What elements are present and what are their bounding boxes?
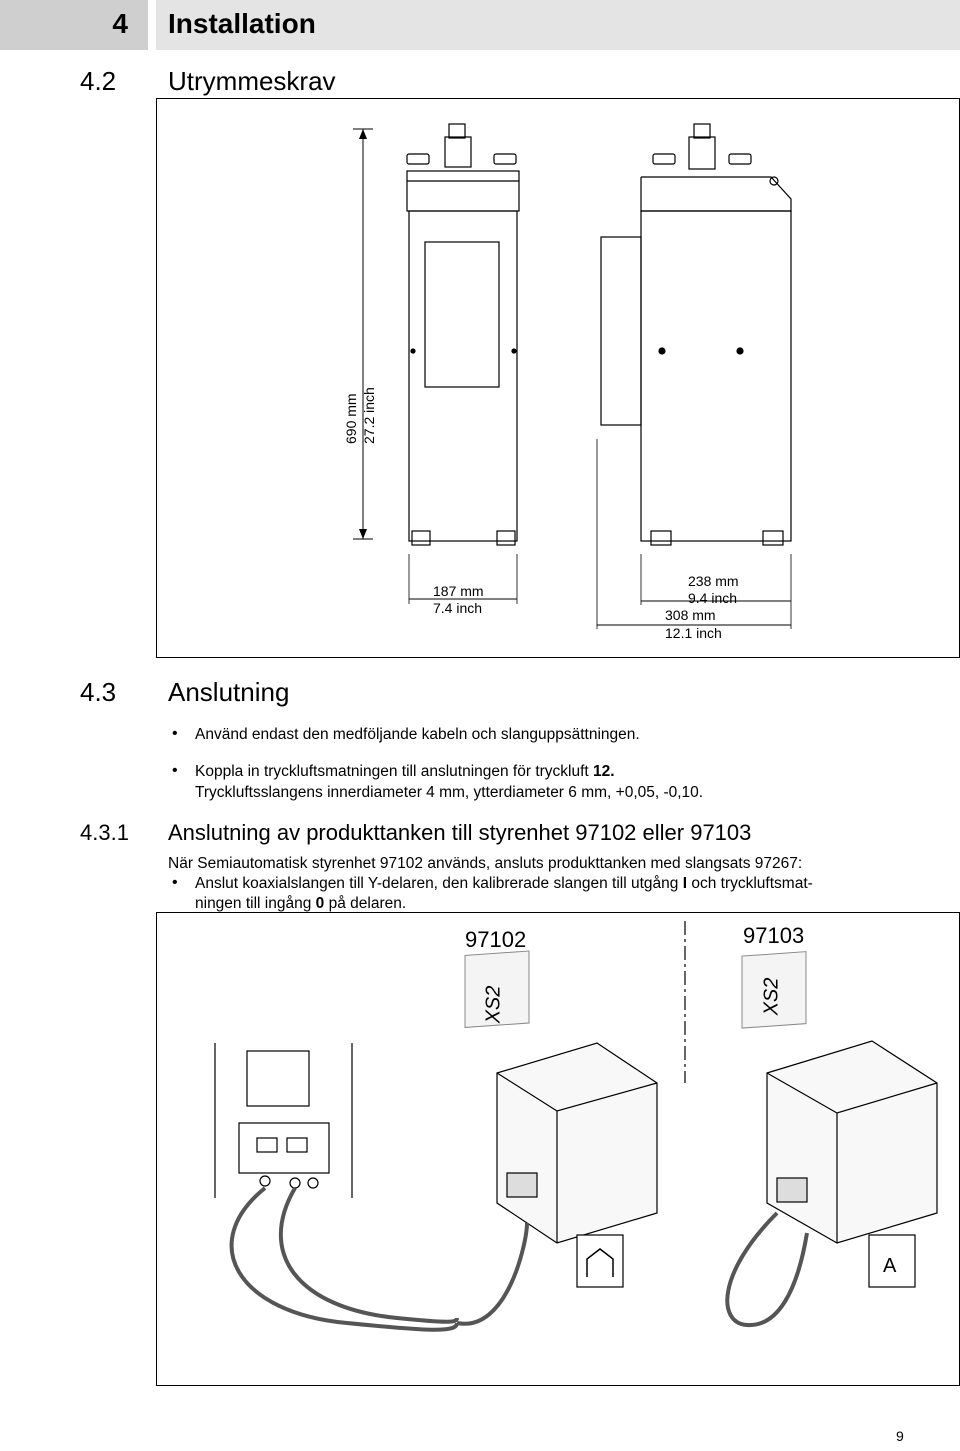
bullet-b-start: ningen till ingång	[195, 895, 312, 912]
unit-label-97103: 97103	[743, 923, 805, 948]
bullet-b-bold: 0	[315, 895, 325, 912]
side-view	[601, 124, 791, 545]
body-bullet-a	[195, 874, 813, 894]
xs2-label-right: XS2	[760, 977, 783, 1016]
front-width-mm-label: 187 mm	[433, 583, 484, 599]
control-unit-97103	[767, 1041, 937, 1243]
side-depth-inch-label: 9.4 inch	[688, 590, 738, 606]
chapter-number-box	[0, 0, 148, 50]
front-view	[407, 124, 519, 545]
page-number: 9	[896, 1428, 904, 1444]
dimension-drawing	[157, 99, 960, 659]
subsection-number: 4.3.1	[80, 820, 129, 845]
bullet-a-bold: I	[682, 875, 688, 892]
connection-figure	[156, 912, 960, 1386]
subsection-title: Anslutning av produkttanken till styrenhet 97102 eller 97103	[168, 820, 752, 845]
section-title: Utrymmeskrav	[168, 66, 336, 96]
height-inch-label: 27.2 inch	[361, 387, 377, 444]
bullet-2-bold: 12.	[593, 763, 615, 780]
bullet-dot: •	[172, 725, 178, 742]
chapter-number: 4	[112, 8, 128, 39]
section-title: Anslutning	[168, 677, 290, 707]
chapter-title-box	[156, 0, 960, 50]
bullet-a-end: och tryckluftsmat-	[691, 875, 813, 892]
total-depth-mm-label: 308 mm	[665, 607, 716, 623]
bullet-b-end: på delaren.	[328, 895, 407, 912]
bullet-dot: •	[172, 874, 178, 891]
subsection-intro: När Semiautomatisk styrenhet 97102 används, ansluts produkttanken med slangsats 97267:	[168, 855, 803, 872]
section-number: 4.2	[80, 66, 117, 96]
mode-symbol-box-left	[577, 1235, 623, 1287]
bullet-dot: •	[172, 762, 178, 779]
chapter-title: Installation	[168, 8, 316, 39]
connection-drawing	[157, 913, 960, 1387]
product-tank	[215, 1043, 352, 1198]
body-bullet-1: Använd endast den medföljande kabeln och slanguppsättningen.	[195, 726, 640, 743]
total-depth-inch-label: 12.1 inch	[665, 625, 722, 641]
body-bullet-2-line2: Tryckluftsslangens innerdiameter 4 mm, ytterdiameter 6 mm, +0,05, -0,10.	[195, 784, 704, 801]
space-requirements-figure	[156, 98, 960, 658]
section-number: 4.3	[80, 677, 117, 707]
side-depth-mm-label: 238 mm	[688, 573, 739, 589]
xs2-label-left: XS2	[482, 985, 505, 1024]
bullet-2-text: Koppla in tryckluftsmatningen till anslutningen för tryckluft	[195, 763, 589, 780]
front-width-inch-label: 7.4 inch	[433, 600, 483, 616]
height-mm-label: 690 mm	[343, 393, 359, 444]
unit-label-97102: 97102	[465, 927, 527, 952]
body-bullet-2	[195, 762, 615, 782]
body-bullet-b	[195, 894, 406, 914]
bullet-a-text: Anslut koaxialslangen till Y-delaren, den kalibrerade slangen till utgång	[195, 875, 679, 892]
control-unit-97102	[497, 1043, 657, 1243]
auto-mode-label: A	[883, 1255, 897, 1277]
